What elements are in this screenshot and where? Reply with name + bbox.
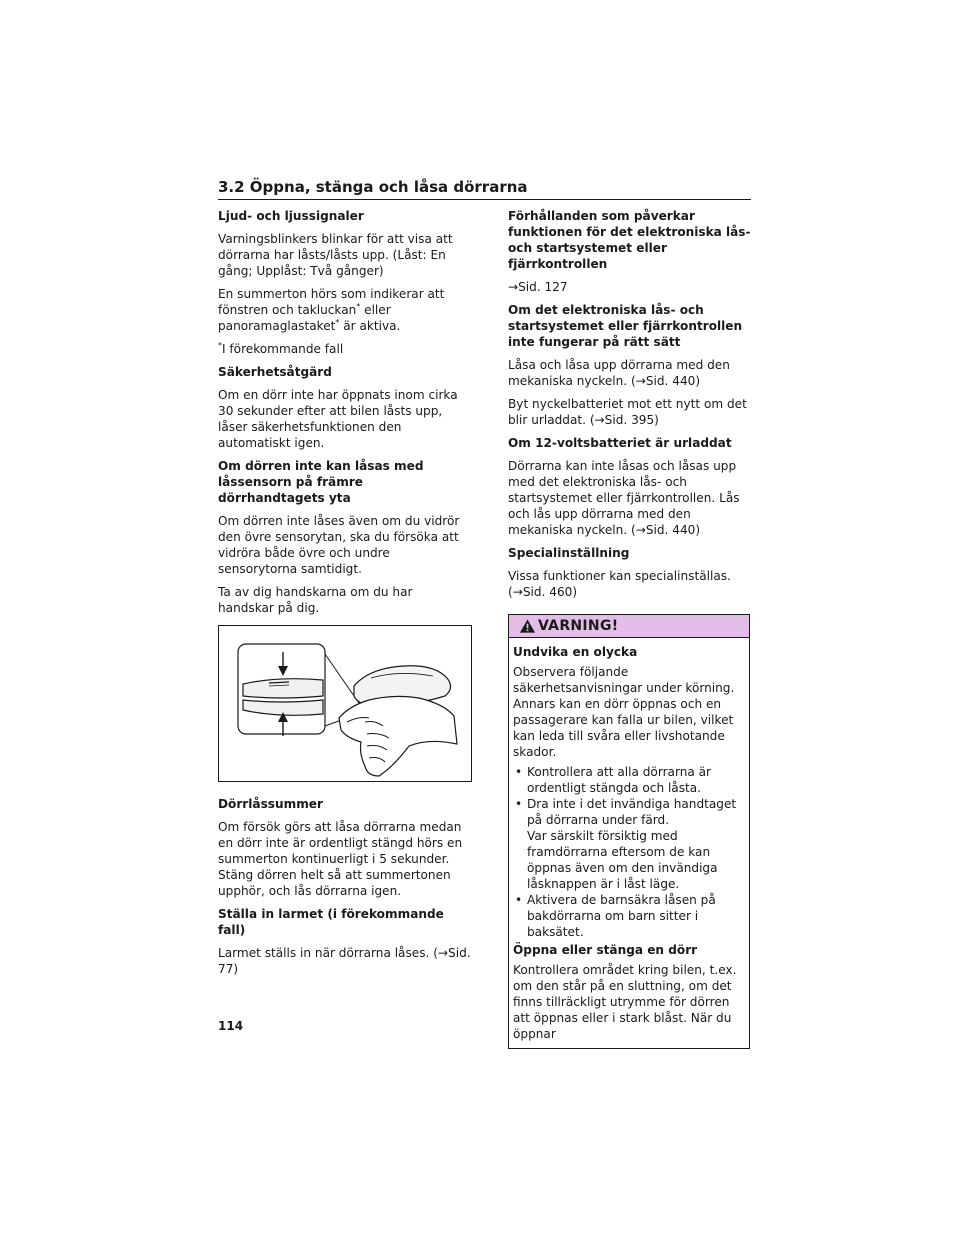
paragraph-alarm: Larmet ställs in när dörrarna låses. (→Sid. 77) [218,946,471,976]
warning-bullet-list [513,764,745,940]
list-item: • Aktivera de barnsäkra låsen på bakdörrarna om barn sitter i baksätet. [513,892,745,940]
left-column [218,208,472,984]
door-handle-drawing [219,626,471,781]
list-item: • Kontrollera att alla dörrarna är ordentligt stängda och låsta. [513,764,745,796]
paragraph-cannot-lock-1: Om dörren inte låses även om du vidrör den övre sensorytan, ska du försöka att vidröra både övre och undre sensorytorna samtidigt. [218,514,460,576]
footnote: *I förekommande fall [218,340,344,356]
right-column [508,208,752,1049]
heading-battery-discharged: Om 12-voltsbatteriet är urladdat [508,436,732,450]
paragraph-warning-intro: Observera följande säkerhetsanvisningar under körning. Annars kan en dörr öppnas och en passagerare kan falla ur bilen, vilket kan leda till svåra eller livshotande skador. [513,665,735,759]
section-divider [218,199,751,200]
paragraph-cannot-lock-2: Ta av dig handskarna om du har handskar på dig. [218,585,413,615]
paragraph-malfunction-1: Låsa och låsa upp dörrarna med den mekaniska nyckeln. (→Sid. 440) [508,358,730,388]
heading-sound-light-signals: Ljud- och ljussignaler [218,209,364,223]
page-number: 114 [218,1019,244,1033]
paragraph-malfunction-2: Byt nyckelbatteriet mot ett nytt om det blir urladdat. (→Sid. 395) [508,397,747,427]
paragraph-buzzer-windows: En summerton hörs som indikerar att fönstren och takluckan* eller panoramaglastaket* är aktiva. [218,287,445,333]
heading-conditions: Förhållanden som påverkar funktionen för det elektroniska lås- och startsystemet eller fjärrkontrollen [508,209,751,271]
warning-triangle-icon [519,618,536,634]
warning-body [509,638,749,1048]
list-item: • Dra inte i det invändiga handtaget på dörrarna under färd. Var särskilt försiktig med framdörrarna eftersom de kan öppnas även om den invändiga låsknappen är i låst läge. [513,796,745,892]
paragraph-open-close: Kontrollera området kring bilen, t.ex. om den står på en sluttning, om det finns tillräckligt utrymme för dörren att öppnas eller i stark blåst. När du öppnar [513,963,737,1041]
warning-title: VARNING! [538,618,619,634]
paragraph-buzzer: Om försök görs att låsa dörrarna medan en dörr inte är ordentligt stängd hörs en summerton kontinuerligt i 5 sekunder. Stäng dörren helt så att summertonen upphör, och lås dörrarna igen. [218,820,463,898]
heading-door-lock-buzzer: Dörrlåssummer [218,797,323,811]
heading-malfunction: Om det elektroniska lås- och startsystemet eller fjärrkontrollen inte fungerar på rätt sätt [508,303,743,349]
warning-header [509,615,749,638]
paragraph-safety: Om en dörr inte har öppnats inom cirka 30 sekunder efter att bilen låsts upp, låser säkerhetsfunktionen den automatiskt igen. [218,388,458,450]
door-handle-illustration [218,625,472,782]
paragraph-hazard-flash: Varningsblinkers blinkar för att visa att dörrarna har låsts/låsts upp. (Låst: En gång; Upplåst: Två gånger) [218,232,453,278]
heading-safety-measure: Säkerhetsåtgärd [218,365,332,379]
heading-customization: Specialinställning [508,546,630,560]
heading-cannot-lock: Om dörren inte kan låsas med låssensorn på främre dörrhandtagets yta [218,459,424,505]
paragraph-customization: Vissa funktioner kan specialinställas. (→Sid. 460) [508,569,731,599]
paragraph-conditions: →Sid. 127 [508,280,568,294]
heading-avoid-accident: Undvika en olycka [513,645,638,659]
hand [339,696,457,776]
paragraph-battery: Dörrarna kan inte låsas och låsas upp med det elektroniska lås- och startsystemet eller fjärrkontrollen. Lås och lås upp dörrarna med den mekaniska nyckeln. (→Sid. 440) [508,459,740,537]
section-title: 3.2 Öppna, stänga och låsa dörrarna [218,178,528,196]
heading-set-alarm: Ställa in larmet (i förekommande fall) [218,907,444,937]
handle-closeup [243,679,323,698]
warning-box [508,614,750,1049]
heading-open-close-door: Öppna eller stänga en dörr [513,943,698,957]
